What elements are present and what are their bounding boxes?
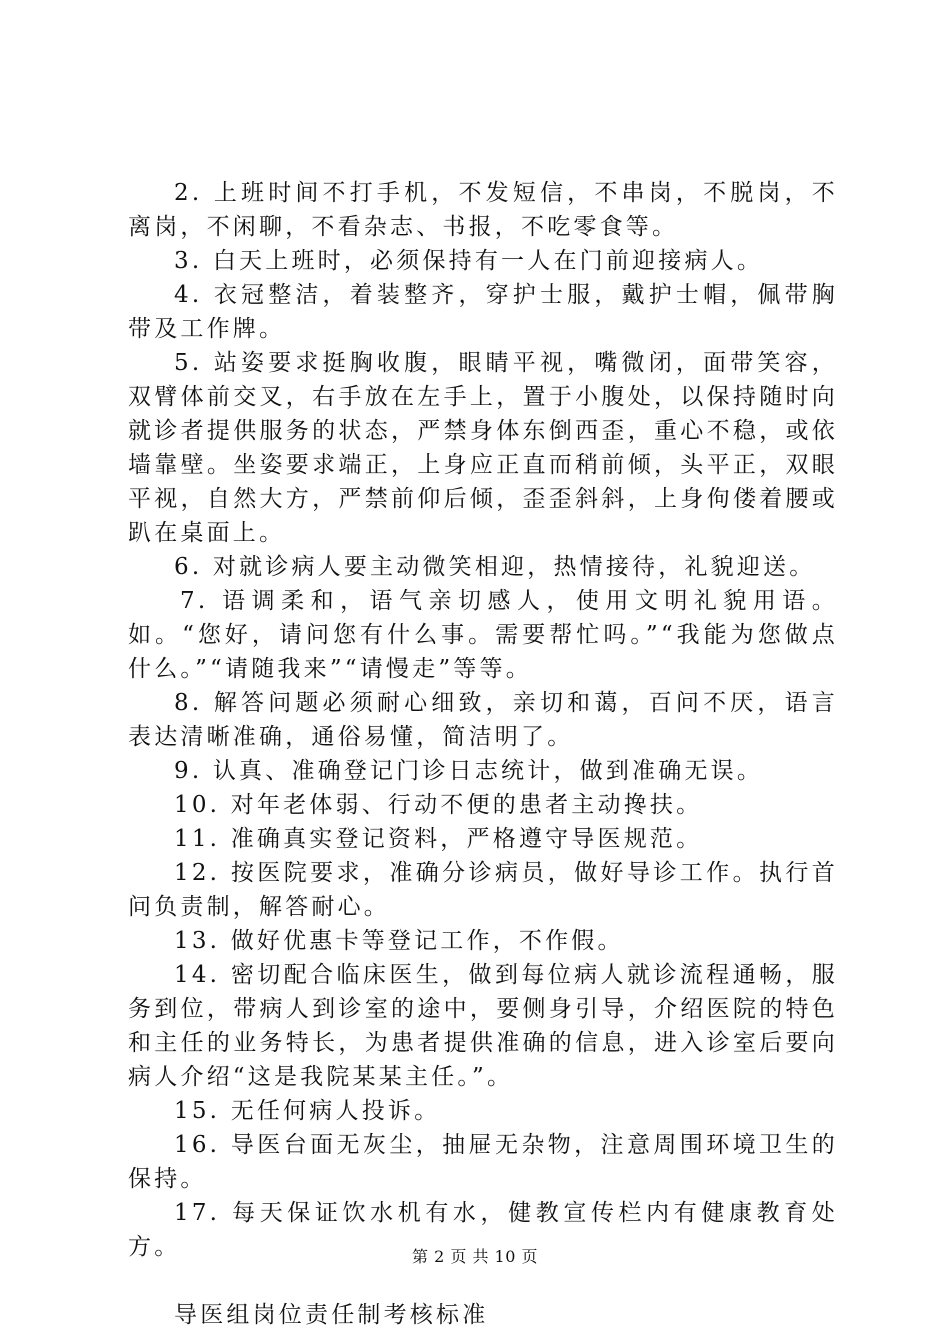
rule-item-13: 13. 做好优惠卡等登记工作，不作假。 [174,928,624,954]
rule-item-12: 12. 按医院要求，准确分诊病员，做好导诊工作。执行首问负责制，解答耐心。 [128,860,838,920]
rule-item-16: 16. 导医台面无灰尘，抽屉无杂物，注意周围环境卫生的保持。 [128,1132,838,1192]
rule-item-15: 15. 无任何病人投诉。 [174,1098,441,1124]
rule-item-10: 10. 对年老体弱、行动不便的患者主动搀扶。 [174,792,703,818]
rule-item-5: 5. 站姿要求挺胸收腹，眼睛平视，嘴微闭，面带笑容，双臂体前交叉，右手放在左手上，置于小腹处，以保持随时向就诊者提供服务的状态，严禁身体东倒西歪，重心不稳，或依墙靠壁。坐姿要求端正，上身应正直而稍前倾，头平正，双眼平视，自然大方，严禁前仰后倾，歪歪斜斜，上身佝偻着腰或趴在桌面上。 [128,350,838,546]
rule-item-4: 4. 衣冠整洁，着装整齐，穿护士服，戴护士帽，佩带胸带及工作牌。 [128,282,838,342]
rule-item-11: 11. 准确真实登记资料，严格遵守导医规范。 [174,826,703,852]
rule-item-2: 2. 上班时间不打手机，不发短信，不串岗，不脱岗，不离岗，不闲聊，不看杂志、书报，不吃零食等。 [128,180,838,240]
rule-item-14: 14. 密切配合临床医生，做到每位病人就诊流程通畅，服务到位，带病人到诊室的途中，要侧身引导，介绍医院的特色和主任的业务特长，为患者提供准确的信息，进入诊室后要向病人介绍“这是我院某某主任。”。 [128,962,838,1090]
page-number-footer: 第 2 页 共 10 页 [412,1247,538,1266]
rule-item-8: 8. 解答问题必须耐心细致，亲切和蔼，百问不厌，语言表达清晰准确，通俗易懂，简洁明了。 [128,690,838,750]
section-heading: 导医组岗位责任制考核标准 [174,1302,489,1328]
rule-item-17: 17. 每天保证饮水机有水，健教宣传栏内有健康教育处方。 [128,1200,838,1260]
rule-item-6: 6. 对就诊病人要主动微笑相迎，热情接待，礼貌迎送。 [174,554,816,580]
document-body [128,176,838,1332]
rule-item-9: 9. 认真、准确登记门诊日志统计，做到准确无误。 [174,758,764,784]
rule-item-7: 7. 语调柔和，语气亲切感人，使用文明礼貌用语。如。“您好，请问您有什么事。需要帮忙吗。”“我能为您做点什么。”“请随我来”“请慢走”等等。 [128,588,838,682]
rule-item-3: 3. 白天上班时，必须保持有一人在门前迎接病人。 [174,248,764,274]
